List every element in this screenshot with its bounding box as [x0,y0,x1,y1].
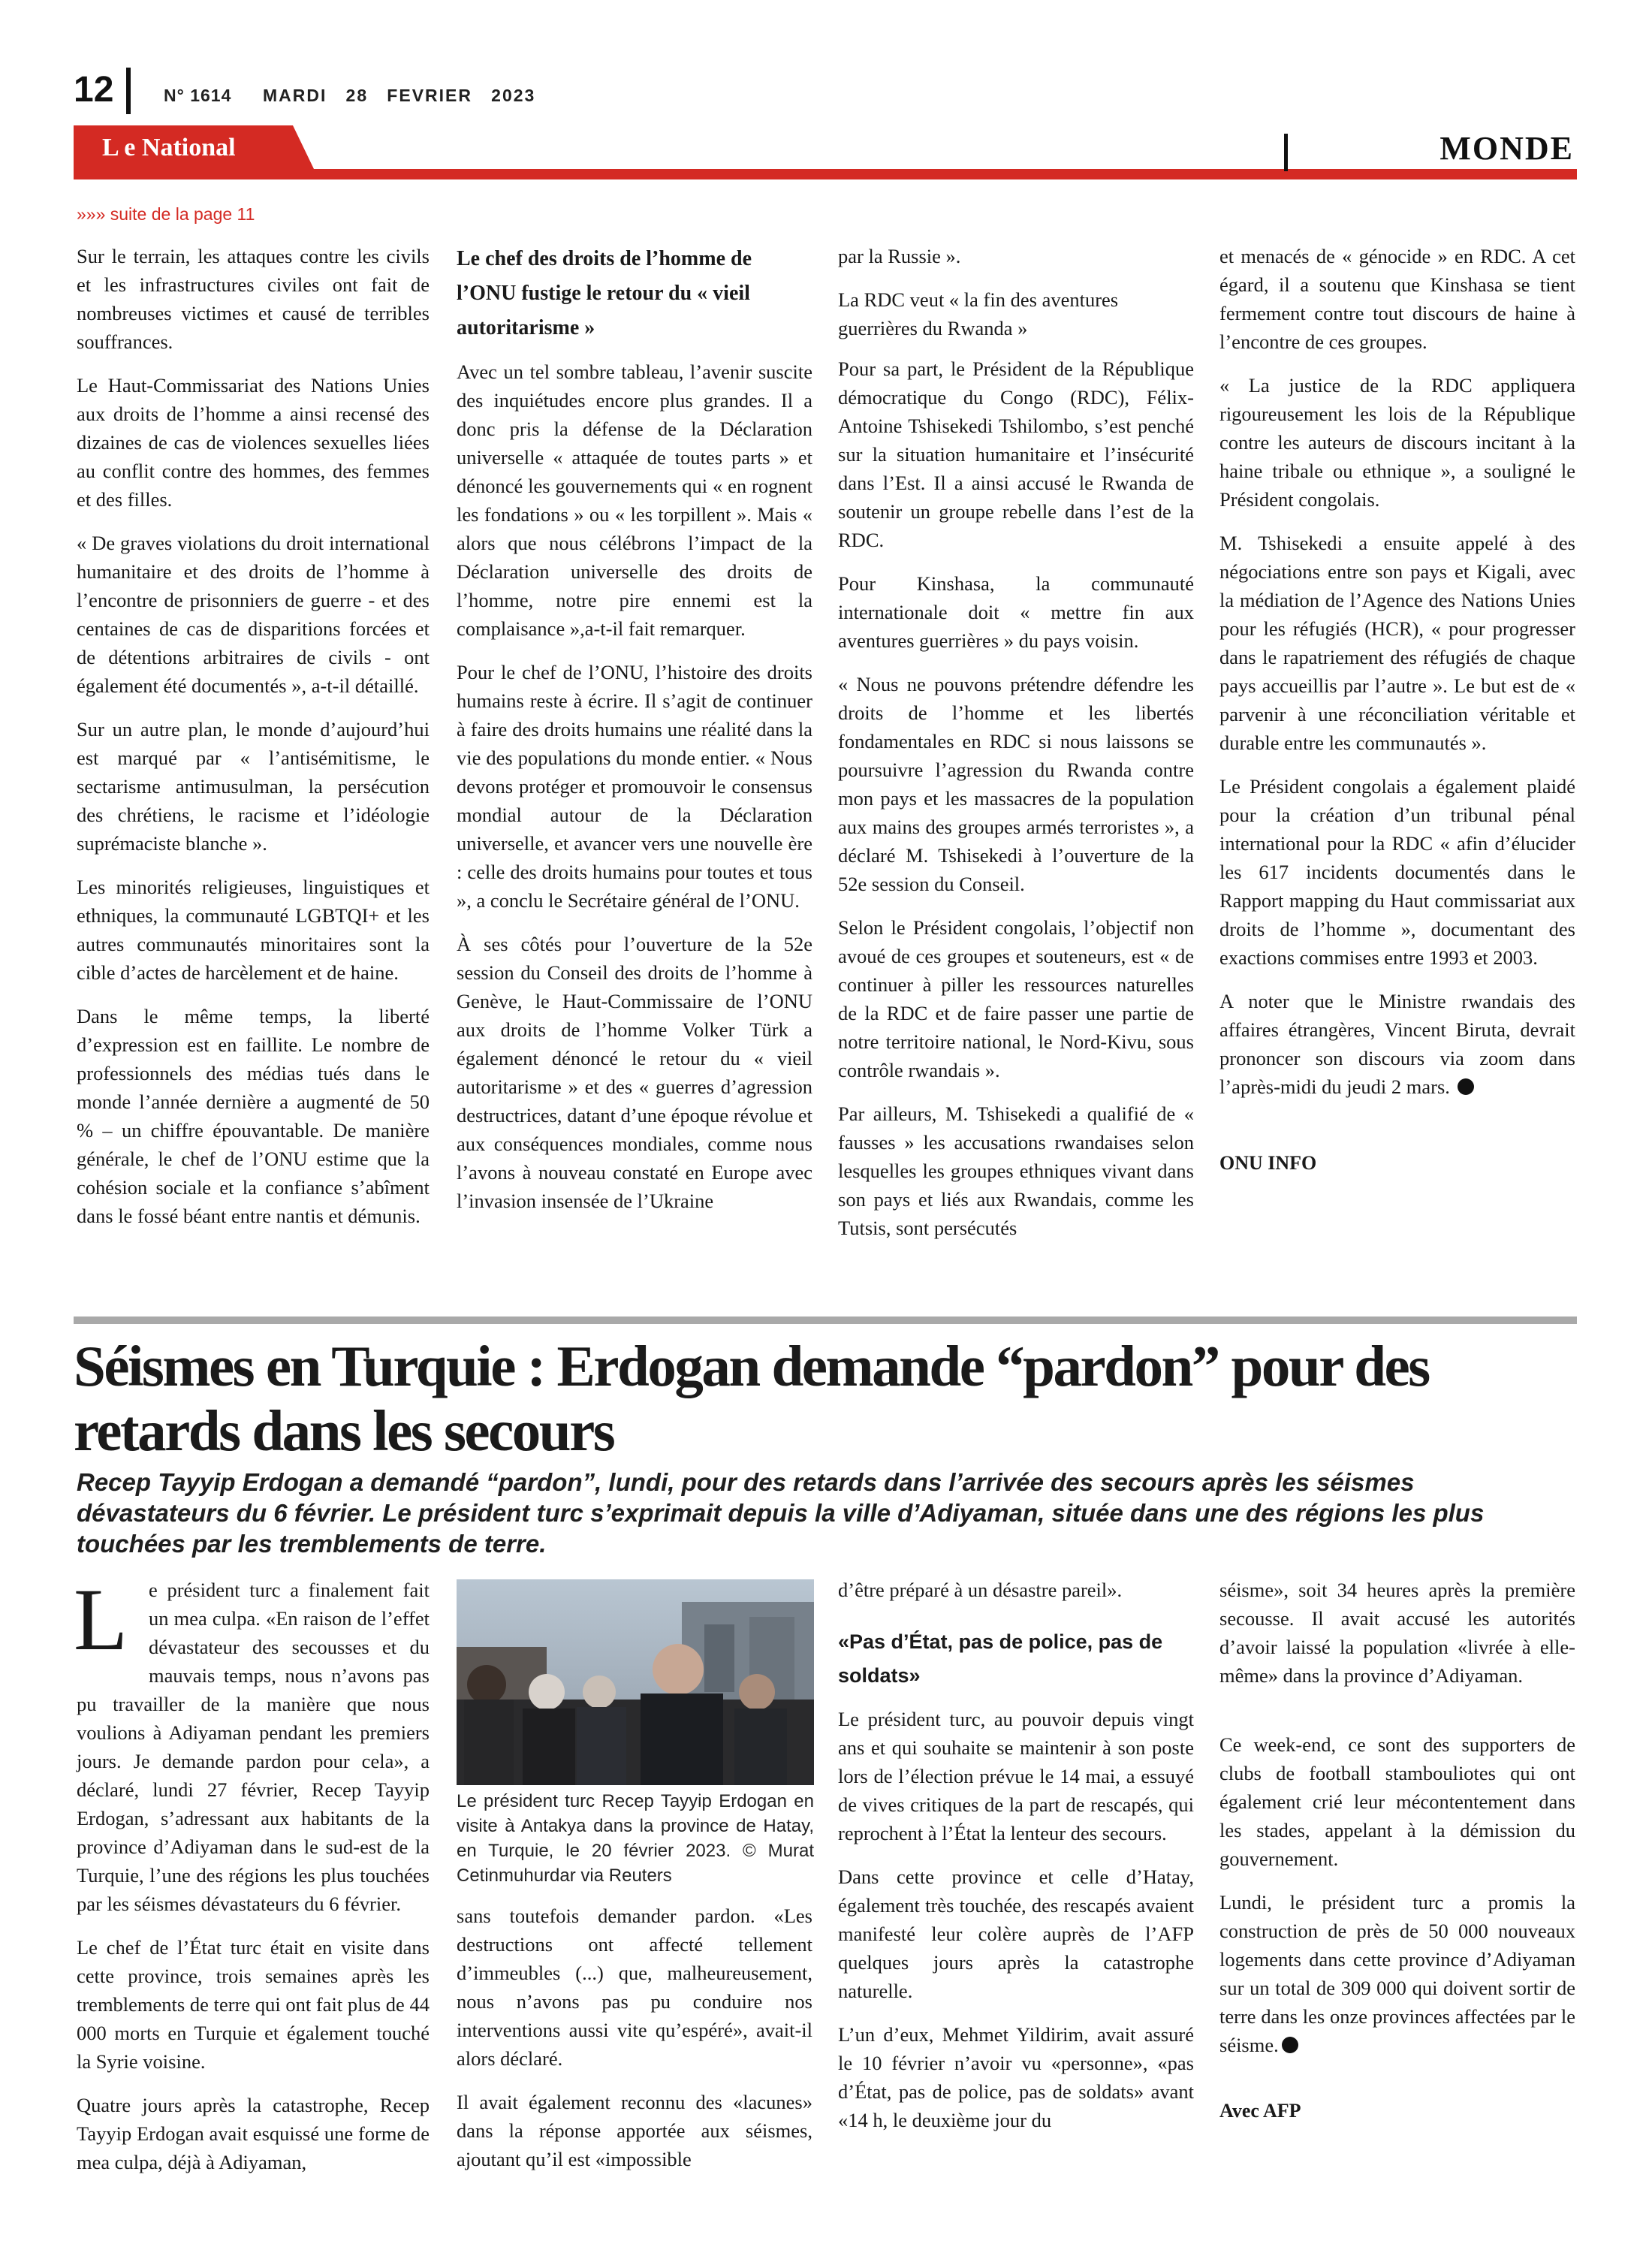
paragraph: « La justice de la RDC appliquera rigoureusement les lois de la République contre les auteurs de discours incitant à la haine tribale ou ethnique », a souligné le Président congolais. [1219,374,1575,511]
article1-column-2 [457,242,812,1230]
paragraph [77,1576,430,1918]
drop-cap-space [77,1576,149,1672]
page-number-divider [126,68,131,114]
drop-cap: L [74,1570,128,1669]
article2-signature: Avec AFP [1219,2100,1301,2122]
paragraph-text: A noter que le Ministre rwandais des affaires étrangères, Vincent Biruta, devrait prononcer son discours via zoom dans l’après-midi du jeudi 2 mars. [1219,990,1575,1098]
paragraph: Le Haut-Commissariat des Nations Unies aux droits de l’homme a ainsi recensé des dizaines de cas de violences sexuelles liées au conflit contre des hommes, des femmes et des filles. [77,374,430,511]
paragraph: Il avait également reconnu des «lacunes» dans la réponse apportée aux séismes, ajoutant qu’il est «impossible [457,2091,812,2170]
article2-column-2 [457,1902,812,2188]
article1-column-1 [77,242,430,1245]
paragraph: Par ailleurs, M. Tshisekedi a qualifié de « fausses » les accusations rwandaises selon lesquelles les groupes ethniques vivant dans son pays et liés aux Rwandais, comme les Tutsis, sont persécutés [838,1102,1194,1239]
paragraph: et menacés de « génocide » en RDC. A cet égard, il a soutenu que Kinshasa se tient fermement contre tout discours de haine à l’encontre de ces groupes. [1219,245,1575,353]
paragraph [1219,987,1575,1101]
paragraph: Quatre jours après la catastrophe, Recep Tayyip Erdogan avait esquissé une forme de mea culpa, déjà à Adiyaman, [77,2094,430,2173]
paragraph: séisme», soit 34 heures après la première secousse. Il avait accusé les autorités d’avoir laissé la population «livrée à elle-même» dans la province d’Adiyaman. [1219,1579,1575,1687]
article2-column-3 [838,1576,1194,2149]
paragraph: Sur le terrain, les attaques contre les civils et les infrastructures civiles ont fait de nombreuses victimes et causé de terribles souffrances. [77,245,430,353]
article1-column-3 [838,242,1194,1257]
paragraph [1219,1888,1575,2059]
paragraph: « Nous ne pouvons prétendre défendre les droits de l’homme et les libertés fondamentales en RDC si nous laissons se poursuivre l’agression du Rwanda contre mon pays et les massacres de la population aux mains des groupes armés terroristes », a déclaré M. Tshisekedi à l’ouverture de la 52e session du Conseil. [838,673,1194,895]
section-divider [1284,134,1288,171]
section-separator [74,1317,1577,1324]
article1-signature: ONU INFO [1219,1152,1317,1174]
paragraph: par la Russie ». [838,245,961,267]
paragraph: Dans le même temps, la liberté d’expression est en faillite. Le nombre de professionnels des médias tués dans le monde l’année dernière a augmenté de 50 % – un chiffre épouvantable. De manière générale, le chef de l’ONU estime que la cohésion sociale et la confiance s’abîment dans le fossé béant entre nantis et démunis. [77,1005,430,1227]
article1-column-4 [1219,242,1575,1193]
paragraph: Ce week-end, ce sont des supporters de clubs de football stambouliotes qui ont également crié leur mécontentement dans les stades, appelant à la démission du gouvernement. [1219,1733,1575,1870]
end-of-article-icon [1282,2037,1298,2053]
article2-column-4 [1219,1576,1575,2140]
paragraph: d’être préparé à un désastre pareil». [838,1579,1123,1601]
paragraph: Pour sa part, le Président de la République démocratique du Congo (RDC), Félix-Antoine Tshisekedi Tshilombo, s’est penché sur la situation humanitaire et l’insécurité dans l’Est. Il a ainsi accusé le Rwanda de soutenir un groupe rebelle dans l’est de la RDC. [838,357,1194,551]
paragraph: Les minorités religieuses, linguistiques et ethniques, la communauté LGBTQI+ et les autres communautés minoritaires sont la cible d’actes de harcèlement et de haine. [77,876,430,984]
paragraph-text: Lundi, le président turc a promis la construction de près de 50 000 nouveaux logements dans cette province d’Adiyaman sur un total de 309 000 qui doivent sortir de terre dans les onze provinces affectées par le séisme. [1219,1891,1575,2056]
article2-lede: Recep Tayyip Erdogan a demandé “pardon”, lundi, pour des retards dans l’arrivée des secours après les séismes dévastateurs du 6 février. Le président turc s’exprimait depuis la ville d’Adiyaman, située dans une des régions les plus touchées par les tremblements de terre. [77,1468,1485,1558]
section-name: MONDE [1439,130,1574,167]
issue-number: N° 1614 [164,86,232,105]
paragraph: Pour Kinshasa, la communauté internationale doit « mettre fin aux aventures guerrières » du pays voisin. [838,572,1194,652]
photo-illustration [457,1579,814,1785]
paragraph: M. Tshisekedi a ensuite appelé à des négociations entre son pays et Kigali, avec la médiation de l’Agence des Nations Unies pour les réfugiés (HCR), « pour progresser dans le rapatriement des réfugiés de chaque pays accueillis par l’autre ». Le but est de « parvenir à une réconciliation véritable et durable entre les communautés ». [1219,532,1575,754]
article2-subheading: «Pas d’État, pas de police, pas de soldats» [838,1630,1163,1687]
paragraph: sans toutefois demander pardon. «Les destructions ont affecté tellement d’immeubles (...) que, malheureusement, nous n’avons pas pu conduire nos interventions aussi vite qu’espéré», avait-il alors déclaré. [457,1905,812,2070]
article2-headline: Séismes en Turquie : Erdogan demande “pardon” pour des retards dans les secours [74,1334,1429,1463]
paragraph: « De graves violations du droit international humanitaire et des droits de l’homme à l’encontre de prisonniers de guerre - et des centaines de cas de disparitions forcées et de détentions arbitraires de civils - ont également été documentés », a-t-il détaillé. [77,532,430,697]
paragraph: Dans cette province et celle d’Hatay, également très touchée, des rescapés avaient manifesté leur colère auprès de l’AFP quelques jours après la catastrophe naturelle. [838,1865,1194,2002]
masthead-bar [74,125,1577,179]
news-photo[interactable] [457,1579,814,1785]
paragraph: Le président turc, au pouvoir depuis vingt ans et qui souhaite se maintenir à son poste lors de l’élection prévue le 14 mai, a essuyé de vives critiques de la part de rescapés, qui reprochent à l’État la lenteur des secours. [838,1708,1194,1844]
issue-date: MARDI 28 FEVRIER 2023 [263,86,536,105]
paragraph: L’un d’eux, Mehmet Yildirim, avait assuré le 10 février n’avoir vu «personne», «pas d’État, pas de police, pas de soldats» avant «14 h, le deuxième jour du [838,2023,1194,2131]
page-number: 12 [74,70,114,110]
paragraph: À ses côtés pour l’ouverture de la 52e session du Conseil des droits de l’homme à Genève, le Haut-Commissaire de l’ONU aux droits de l’homme Volker Türk a également dénoncé le retour du « vieil autoritarisme » et des « guerres d’agression destructrices, datant d’une époque révolue et aux conséquences mondiales, comme nous l’avons à nouveau constaté en Europe avec l’invasion insensée de l’Ukraine [457,933,812,1212]
continued-from-label: »»» suite de la page 11 [77,204,255,224]
paragraph: Avec un tel sombre tableau, l’avenir suscite des inquiétudes encore plus grandes. Il a donc pris la défense de la Déclaration universelle « attaquée de toutes parts » et dénoncé les gouvernements qui « en rognent les fondations » ou « les torpillent ». Mais « alors que nous célébrons l’impact de la Déclaration universelle des droits de l’homme, notre pire ennemi est la complaisance »,a-t-il fait remarquer. [457,360,812,640]
paragraph: Le Président congolais a également plaidé pour la création d’un tribunal pénal international pour la RDC « afin d’élucider les 617 incidents documentés dans le Rapport mapping du Haut commissariat aux droits de l’homme », documentant des exactions commises entre 1993 et 2003. [1219,775,1575,969]
photo-caption: Le président turc Recep Tayyip Erdogan en visite à Antakya dans la province de Hatay, en Turquie, le 20 février 2023. © Murat Cetinmuhurdar via Reuters [457,1791,814,1886]
paragraph: Sur un autre plan, le monde d’aujourd’hui est marqué par « l’antisémitisme, le sectarisme antimusulman, la persécution des chrétiens, le racisme et l’idéologie suprémaciste blanche ». [77,718,430,855]
end-of-article-icon [1458,1078,1474,1095]
newspaper-brand[interactable]: L e National [102,134,236,161]
article1-subheading-1: Le chef des droits de l’homme de l’ONU fustige le retour du « vieil autoritarisme » [457,247,752,339]
paragraph-text: e président turc a finalement fait un mea culpa. «En raison de l’effet dévastateur des secousses et du mauvais temps, nous n’avons pas pu travailler de la manière que nous voulions à Adiyaman pendant les premiers jours. Je demande pardon pour cela», a déclaré, lundi 27 février, Recep Tayyip Erdogan, s’adressant aux habitants de la province d’Adiyaman dans le sud-est de la Turquie, l’une des régions les plus touchées par les séismes dévastateurs du 6 février. [77,1579,430,1915]
article1-subheading-2: La RDC veut « la fin des aventures guerrières du Rwanda » [838,288,1119,339]
article2-column-1 [77,1576,430,2191]
paragraph: Le chef de l’État turc était en visite dans cette province, trois semaines après les tremblements de terre qui ont fait plus de 44 000 morts en Turquie et également touché la Syrie voisine. [77,1936,430,2073]
paragraph: Selon le Président congolais, l’objectif non avoué de ces groupes et souteneurs, est « de continuer à piller les ressources naturelles de la RDC et de faire passer une partie de notre territoire national, le Nord-Kivu, sous contrôle rwandais ». [838,916,1194,1081]
paragraph: Pour le chef de l’ONU, l’histoire des droits humains reste à écrire. Il s’agit de continuer à faire des droits humains une réalité dans la vie des populations du monde entier. « Nous devons protéger et promouvoir le consensus mondial autour de la Déclaration universelle, et avancer vers une nouvelle ère : celle des droits humains pour toutes et tous », a conclu le Secrétaire général de l’ONU. [457,661,812,912]
